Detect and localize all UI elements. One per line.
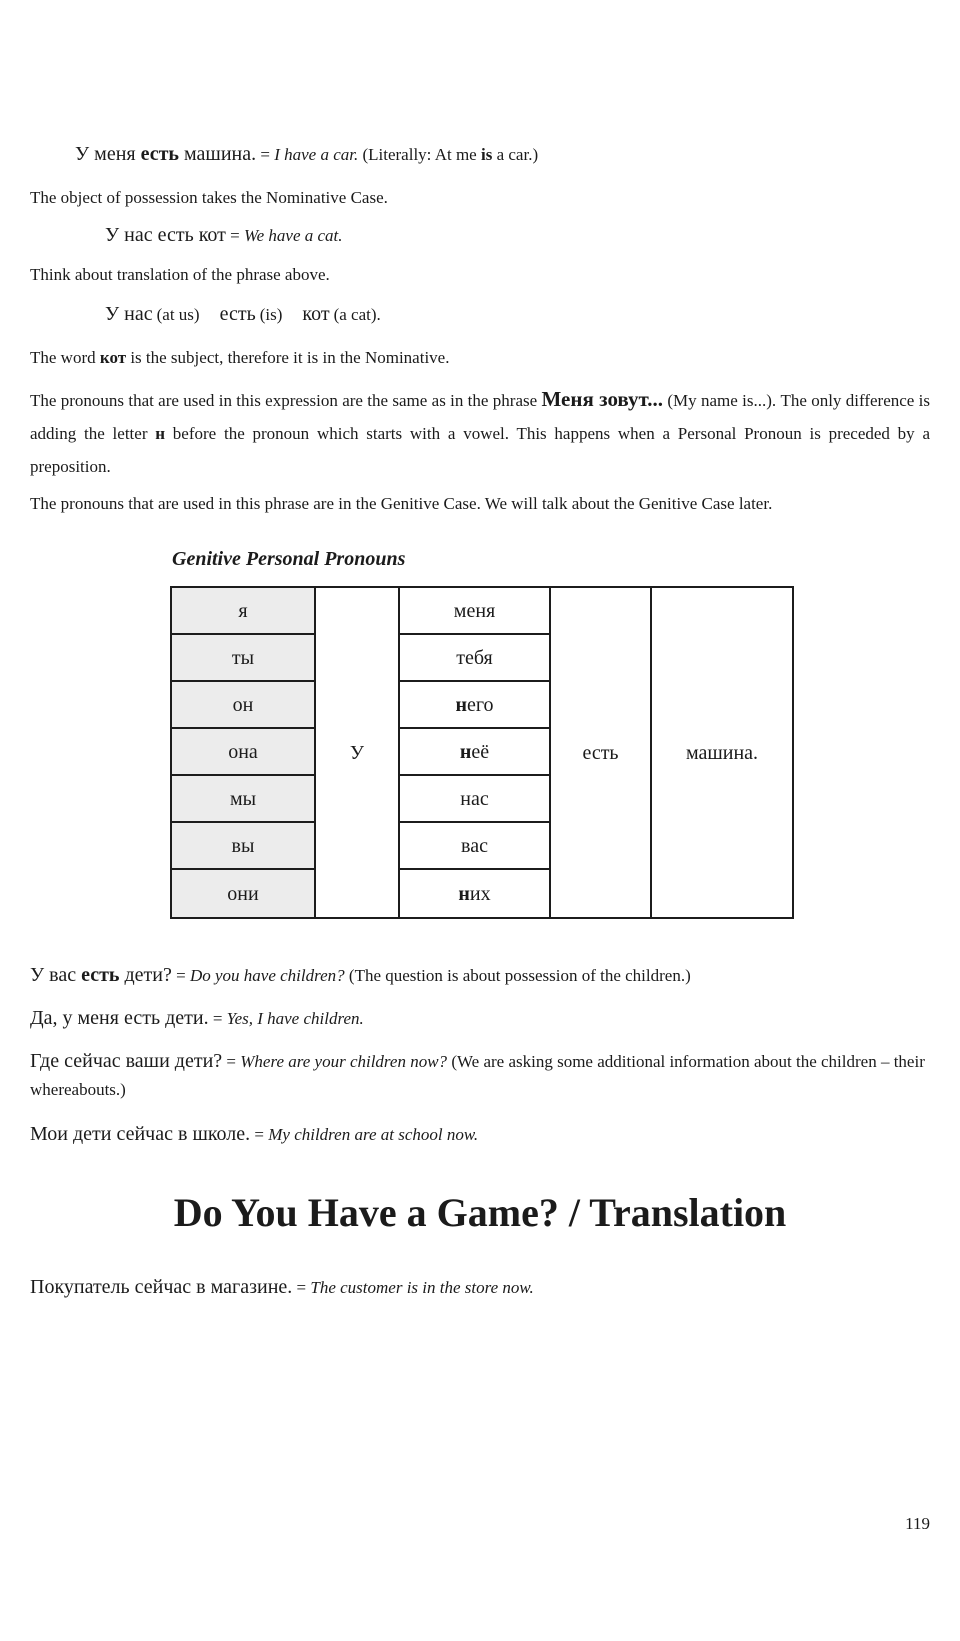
bold-letter: н [455, 693, 467, 716]
literal-note: a car.) [492, 145, 539, 164]
english-translation: Where are your children now? [240, 1052, 448, 1071]
english-text: The pronouns that are used in this expression are the same as in the phrase [30, 391, 542, 410]
russian-text: У меня [75, 143, 141, 165]
verb-cell: есть [549, 588, 652, 917]
russian-bold-text: есть [81, 964, 120, 986]
equals-sign: = [256, 145, 275, 164]
literal-note: (Literally: At me [358, 145, 481, 164]
pronoun-table [170, 586, 794, 919]
word-group [220, 305, 283, 324]
russian-text: У нас есть кот [105, 224, 226, 246]
equals-sign: = [250, 1125, 269, 1144]
russian-bold-phrase: Меня зовут... [541, 387, 664, 411]
english-text: The word [30, 348, 100, 367]
russian-text: Да, у меня есть дети. [30, 1007, 209, 1029]
english-translation: The customer is in the store now. [310, 1278, 534, 1297]
russian-text: дети? [119, 964, 172, 986]
section-heading: Do You Have a Game? / Translation [173, 1190, 787, 1235]
object-cell: машина. [685, 741, 759, 764]
intro-paragraph-8: The pronouns that are used in this phrase are in the Genitive Case. We will talk about the Genitive Case later. [30, 494, 773, 513]
genitive-column [400, 588, 549, 917]
pronoun-text: меня [453, 599, 496, 622]
equals-sign: = [222, 1052, 241, 1071]
literal-note-bold: is [480, 145, 493, 164]
gloss-text: (is) [259, 305, 283, 324]
russian-text: У нас [105, 303, 153, 325]
intro-paragraph-5 [30, 300, 930, 329]
table-cell-genitive [400, 870, 549, 917]
table-title: Genitive Personal Pronouns [172, 548, 406, 570]
example-paragraph-3 [30, 1047, 930, 1104]
intro-paragraph-1 [30, 141, 930, 168]
russian-bold-text: кот [99, 348, 127, 367]
example-paragraph-1 [30, 961, 930, 990]
note-text: (The question is about possession of the children.) [344, 966, 691, 985]
english-translation: Do you have children? [189, 966, 345, 985]
nominative-column [172, 588, 314, 917]
table-cell-nominative: он [172, 682, 314, 729]
english-translation: I have a car. [274, 145, 359, 164]
table-cell-genitive [400, 682, 549, 729]
word-group [302, 305, 380, 324]
closing-paragraph [30, 1273, 930, 1302]
table-cell-nominative: вы [172, 823, 314, 870]
intro-paragraph-2: The object of possession takes the Nominative Case. [30, 188, 388, 207]
word-group [105, 305, 200, 324]
pronoun-text: вас [461, 834, 488, 857]
pronoun-text: её [471, 740, 490, 763]
page-content [0, 141, 960, 1302]
note-text: (We are asking some additional information about the children – their whereabouts.) [30, 1052, 925, 1099]
equals-sign: = [225, 226, 245, 245]
table-cell-genitive [400, 729, 549, 776]
russian-text: есть [219, 303, 256, 325]
russian-text: кот [302, 303, 330, 325]
intro-paragraph-4: Think about translation of the phrase above. [30, 265, 330, 284]
intro-paragraph-7 [30, 383, 930, 483]
english-text: (My name is...). The only difference is adding the letter [30, 391, 930, 443]
pronoun-text: их [469, 882, 491, 905]
table-cell-nominative: ты [172, 635, 314, 682]
english-translation: My children are at school now. [268, 1125, 479, 1144]
russian-text: Покупатель сейчас в магазине. [30, 1276, 293, 1298]
example-paragraph-2 [30, 1004, 930, 1033]
table-cell-genitive [400, 635, 549, 682]
table-cell-genitive [400, 823, 549, 870]
russian-text: машина. [179, 143, 257, 165]
table-cell-nominative: они [172, 870, 314, 917]
table-cell-nominative: я [172, 588, 314, 635]
english-text: is the subject, therefore it is in the Nominative. [126, 348, 450, 367]
equals-sign: = [208, 1009, 227, 1028]
table-cell-nominative: мы [172, 776, 314, 823]
textbook-page [0, 141, 960, 1641]
page-number: 119 [905, 1514, 930, 1533]
table-cell-nominative: она [172, 729, 314, 776]
equals-sign: = [292, 1278, 311, 1297]
example-paragraph-4 [30, 1120, 930, 1149]
intro-paragraph-3 [30, 221, 930, 250]
russian-text: У вас [30, 964, 82, 986]
pronoun-text: тебя [456, 646, 493, 669]
intro-paragraph-6 [30, 345, 930, 371]
pronoun-text: его [466, 693, 494, 716]
table-cell-genitive [400, 588, 549, 635]
pronoun-text: нас [460, 787, 489, 810]
preposition-cell: У [314, 588, 400, 917]
bold-letter: н [459, 740, 472, 763]
english-translation: Yes, I have children. [226, 1009, 364, 1028]
russian-bold-text: есть [140, 143, 180, 165]
english-translation: We have a cat. [244, 226, 343, 245]
gloss-text: (a cat). [333, 305, 381, 324]
bold-letter: н [458, 882, 470, 905]
english-text: before the pronoun which starts with a vowel. This happens when a Personal Pronoun is preceded by a preposition. [30, 424, 930, 476]
gloss-text: (at us) [156, 305, 200, 324]
russian-text: Мои дети сейчас в школе. [30, 1123, 251, 1145]
table-cell-genitive [400, 776, 549, 823]
russian-text: Где сейчас ваши дети? [30, 1050, 223, 1072]
russian-bold-letter: н [155, 424, 166, 443]
equals-sign: = [171, 966, 190, 985]
